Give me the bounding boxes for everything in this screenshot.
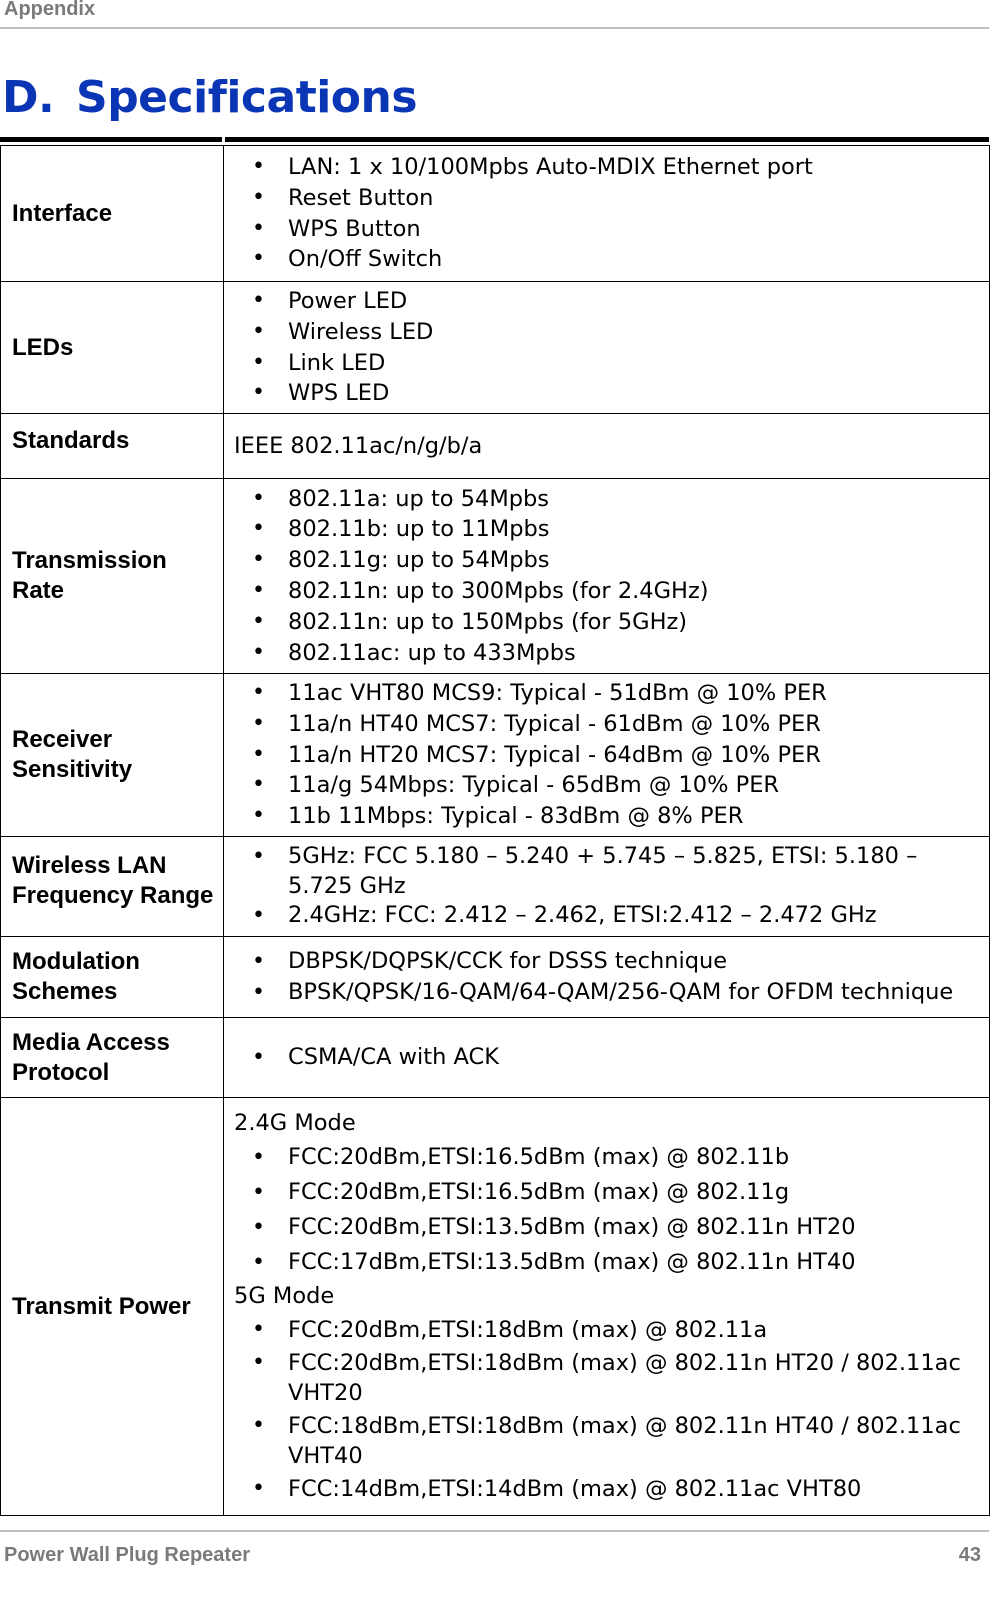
list-item: • 11a/g 54Mbps: Typical - 65dBm @ 10% PER (234, 770, 981, 801)
spec-row-leds (1, 282, 990, 414)
list-item: • FCC:14dBm,ETSI:14dBm (max) @ 802.11ac VHT80 (234, 1474, 981, 1504)
list-item: • WPS LED (234, 378, 981, 409)
group-heading: 2.4G Mode (234, 1110, 356, 1136)
spec-label: Transmission Rate (1, 479, 224, 674)
footer-product-name: Power Wall Plug Repeater (4, 1544, 250, 1566)
list-item: • 11a/n HT40 MCS7: Typical - 61dBm @ 10% PER (234, 709, 981, 740)
spec-label: Modulation Schemes (1, 937, 224, 1018)
list-item: • FCC:18dBm,ETSI:18dBm (max) @ 802.11n HT40 / 802.11ac VHT40 (234, 1411, 981, 1471)
spec-value (224, 937, 990, 1018)
list-item: • WPS Button (234, 214, 981, 245)
list-item: • 11a/n HT20 MCS7: Typical - 64dBm @ 10% PER (234, 740, 981, 771)
page-title (2, 72, 417, 123)
spec-value (224, 837, 990, 937)
spec-label: Transmit Power (1, 1098, 224, 1516)
list-item: • FCC:17dBm,ETSI:13.5dBm (max) @ 802.11n HT40 (234, 1245, 981, 1280)
spec-value (224, 1098, 990, 1516)
list-item: • DBPSK/DQPSK/CCK for DSSS technique (234, 946, 981, 977)
list-item: • FCC:20dBm,ETSI:18dBm (max) @ 802.11a (234, 1315, 981, 1345)
list-item: • LAN: 1 x 10/100Mpbs Auto-MDIX Ethernet port (234, 152, 981, 183)
spec-row-interface (1, 146, 990, 282)
spec-row-receiver-sensitivity (1, 674, 990, 837)
footer-page-number: 43 (958, 1544, 981, 1566)
spec-row-modulation-schemes (1, 937, 990, 1018)
spec-row-media-access-protocol (1, 1018, 990, 1098)
spec-label: Receiver Sensitivity (1, 674, 224, 837)
spec-row-transmit-power (1, 1098, 990, 1516)
list-item: • 2.4GHz: FCC: 2.412 – 2.462, ETSI:2.412 – 2.472 GHz (234, 901, 981, 931)
spec-row-standards (1, 414, 990, 479)
group-heading: 5G Mode (234, 1283, 335, 1309)
list-item: • 802.11n: up to 150Mpbs (for 5GHz) (234, 607, 981, 638)
list-item: • 11b 11Mbps: Typical - 83dBm @ 8% PER (234, 801, 981, 832)
list-item: • 11ac VHT80 MCS9: Typical - 51dBm @ 10% PER (234, 678, 981, 709)
list-item: • Link LED (234, 348, 981, 379)
list-item: • Reset Button (234, 183, 981, 214)
spec-value (224, 479, 990, 674)
spec-label: LEDs (1, 282, 224, 414)
spec-row-wireless-lan-frequency-range (1, 837, 990, 937)
list-item: • 802.11ac: up to 433Mpbs (234, 638, 981, 669)
page-header (0, 0, 989, 29)
list-item: • Wireless LED (234, 317, 981, 348)
list-item: • 802.11n: up to 300Mpbs (for 2.4GHz) (234, 576, 981, 607)
spec-row-transmission-rate (1, 479, 990, 674)
spec-value (224, 414, 990, 479)
spec-label: Wireless LAN Frequency Range (1, 837, 224, 937)
specifications-table (0, 145, 990, 1516)
spec-value (224, 146, 990, 282)
list-item: • FCC:20dBm,ETSI:16.5dBm (max) @ 802.11g (234, 1175, 981, 1210)
list-item: • 802.11g: up to 54Mpbs (234, 545, 981, 576)
list-item: • BPSK/QPSK/16-QAM/64-QAM/256-QAM for OFDM technique (234, 977, 981, 1008)
section-number: D. (2, 72, 55, 123)
list-item: • FCC:20dBm,ETSI:16.5dBm (max) @ 802.11b (234, 1140, 981, 1175)
header-section-label: Appendix (4, 0, 96, 20)
list-item: • Power LED (234, 286, 981, 317)
list-item: • CSMA/CA with ACK (234, 1042, 981, 1073)
spec-label: Interface (1, 146, 224, 282)
title-rule-left (0, 137, 222, 142)
section-title: Specifications (76, 72, 418, 123)
list-item: • 802.11a: up to 54Mpbs (234, 484, 981, 515)
spec-label: Standards (1, 414, 224, 479)
list-item: • 5GHz: FCC 5.180 – 5.240 + 5.745 – 5.825, ETSI: 5.180 – 5.725 GHz (234, 842, 981, 901)
list-item: • FCC:20dBm,ETSI:18dBm (max) @ 802.11n HT20 / 802.11ac VHT20 (234, 1348, 981, 1408)
list-item: • 802.11b: up to 11Mpbs (234, 514, 981, 545)
title-rule-right (225, 137, 989, 142)
list-item: • On/Off Switch (234, 244, 981, 275)
list-item: • FCC:20dBm,ETSI:13.5dBm (max) @ 802.11n HT20 (234, 1210, 981, 1245)
spec-value (224, 1018, 990, 1098)
spec-value (224, 674, 990, 837)
page-footer (0, 1530, 989, 1566)
spec-label: Media Access Protocol (1, 1018, 224, 1098)
spec-value-text: IEEE 802.11ac/n/g/b/a (234, 433, 483, 459)
spec-value (224, 282, 990, 414)
